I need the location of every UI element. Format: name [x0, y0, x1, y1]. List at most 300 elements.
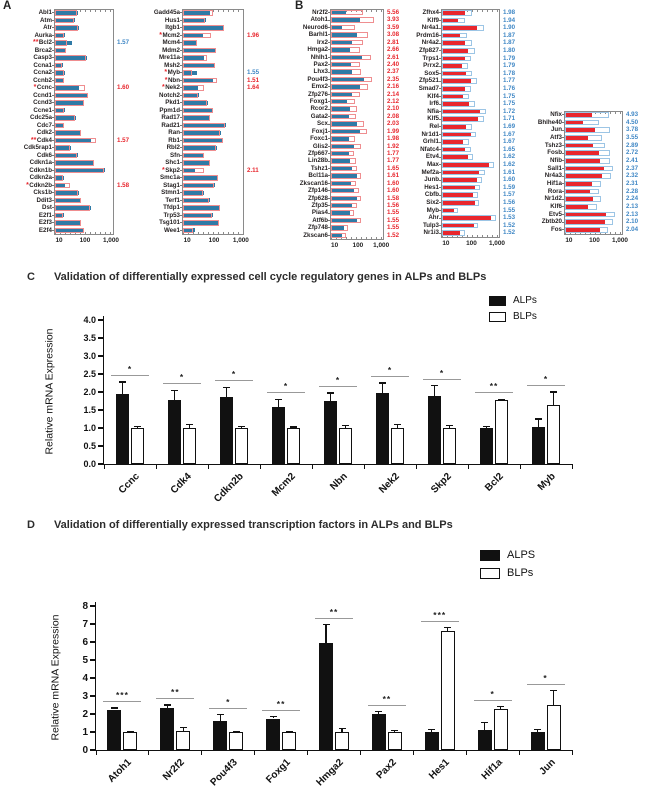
significance-stars: *	[226, 696, 231, 707]
y-axis-tick	[90, 659, 96, 660]
fold-change-value: 2.28	[626, 187, 639, 195]
gene-name: Ahr	[428, 214, 439, 222]
legend-swatch-alps	[480, 550, 500, 561]
fold-change-value: 1.75	[503, 100, 516, 108]
y-axis-title: Relative mRNA Expression	[43, 328, 56, 455]
gene-name: Zfhx4	[422, 9, 439, 16]
fold-change-value: 3.93	[387, 16, 400, 24]
fold-change-value: 1.55	[247, 69, 260, 76]
gene-name: Nr4a1	[421, 24, 439, 32]
fold-change-value: 2.12	[387, 98, 400, 106]
gene-name: Brca2	[34, 46, 52, 54]
error-bar-cap	[127, 731, 134, 732]
gene-name: Cdc7	[36, 121, 52, 129]
gene-name: Atf3	[549, 134, 562, 141]
significance-stars: **	[171, 687, 180, 697]
fold-change-value: 1.58	[387, 194, 400, 202]
gene-name: Pax2	[313, 60, 328, 68]
error-bar-cap	[375, 711, 382, 712]
significance-line	[209, 708, 247, 709]
x-axis-tick	[360, 751, 361, 755]
alp-bar	[425, 732, 439, 750]
significance-stars: *	[387, 365, 393, 375]
fold-change-value: 1.76	[503, 85, 516, 92]
gene-name: Cdkn1b	[29, 166, 52, 174]
fold-change-value: 2.08	[387, 112, 400, 120]
panel-c-letter: C	[27, 271, 35, 283]
category-label: Jun	[536, 757, 558, 778]
fold-change-value: 2.61	[387, 53, 400, 61]
y-axis-tick	[90, 695, 96, 696]
category-label: Nek2	[377, 471, 402, 496]
legend-label: BLPs	[513, 311, 537, 322]
gene-name: Ddit3	[36, 196, 52, 204]
significance-stars: **	[382, 693, 392, 704]
fold-change-value: 1.57	[117, 136, 130, 144]
category-label: Nbn	[328, 471, 350, 493]
gene-name: Cbfb	[424, 191, 439, 199]
fold-change-value: 1.62	[503, 161, 516, 168]
gene-name: Atf6b	[312, 216, 328, 224]
gene-name: Ccne1	[33, 106, 52, 114]
fold-change-value: 1.60	[503, 176, 516, 184]
legend-swatch-blps	[480, 568, 500, 579]
significance-stars: *	[335, 375, 341, 386]
blp-bar	[282, 732, 296, 750]
category-label: Myb	[535, 471, 558, 493]
fold-change-value: 4.50	[626, 118, 639, 126]
y-axis-tick-label: 7	[82, 618, 88, 630]
error-bar-cap	[481, 722, 488, 723]
gene-name: E2f1	[38, 211, 52, 219]
fold-change-value: 1.78	[503, 69, 516, 77]
panel-a-label: A	[3, 0, 12, 12]
category-label: Atoh1	[106, 757, 135, 785]
gene-name: Nfix	[550, 111, 562, 118]
fold-change-value: 1.98	[387, 135, 400, 143]
fold-change-value: 1.55	[387, 216, 400, 224]
fold-change-value: 2.81	[387, 38, 400, 46]
gene-name: Bhlhe40	[537, 118, 562, 126]
gene-name: Zfp748	[308, 224, 328, 232]
gene-name: Bcl11a	[308, 172, 328, 180]
fold-change-value: 2.24	[626, 195, 639, 203]
gene-name: Zfp628	[308, 194, 328, 202]
y-axis-tick-label: 4	[82, 672, 88, 684]
gene-name: Nr1d2	[544, 195, 562, 203]
fold-change-value: 1.62	[503, 153, 516, 161]
x-axis-tick-label: 100	[208, 237, 220, 244]
gene-name: Shc1	[165, 159, 180, 166]
gene-name: Prdm16	[416, 31, 439, 39]
gene-name: Cdk4	[36, 136, 52, 144]
gene-name: Prrx2	[423, 62, 439, 70]
gene-name: Fosb	[547, 149, 562, 157]
category-label: Skp2	[429, 471, 454, 496]
fold-change-value: 1.51	[247, 76, 260, 84]
gene-name: Cks1b	[33, 189, 52, 196]
gene-name: Rb1	[168, 136, 180, 144]
error-bar-cap	[111, 707, 118, 708]
gene-name: Wee1	[163, 226, 180, 234]
gene-name: Abl1	[38, 9, 52, 16]
fold-change-value: 2.11	[247, 166, 259, 174]
gene-name: Cdkn2a	[29, 174, 52, 181]
y-axis-tick-label: 0	[82, 744, 88, 756]
y-axis-tick-label: 3	[82, 690, 88, 702]
gene-name: Msh2	[164, 61, 180, 69]
gene-name: Itgb1	[165, 24, 180, 31]
y-axis-tick-label: 1.5	[83, 404, 96, 415]
fold-change-value: 1.67	[503, 130, 516, 138]
gene-name: Casp3	[33, 54, 52, 61]
fold-change-value: 1.90	[503, 24, 516, 32]
gene-name: Foxc1	[310, 135, 328, 143]
gene-name: Tulp3	[422, 221, 439, 229]
legend-label: ALPS	[507, 549, 536, 561]
gene-name: Gata2	[310, 112, 328, 120]
gene-name: Trps1	[422, 54, 439, 62]
x-axis-line	[95, 750, 573, 751]
significance-stars: **	[276, 698, 286, 709]
gene-name: Nr2f2	[312, 9, 328, 16]
error-bar-cap	[339, 728, 346, 729]
gene-name: Klf4	[427, 92, 439, 100]
panel-c-title-text: Validation of differentially expressed cell cycle regulatory genes in ALPs and BLPs	[53, 271, 487, 283]
error-bar-line	[484, 722, 485, 730]
x-axis-tick-label: 10	[565, 237, 573, 244]
y-axis-tick-label: 6	[82, 636, 88, 648]
gene-name: Barhl1	[308, 31, 328, 39]
gene-name: Etv4	[425, 153, 439, 161]
fold-change-value: 1.65	[387, 164, 400, 172]
significance-star: *	[26, 181, 29, 189]
gene-name: Ran	[168, 129, 180, 136]
significance-line	[262, 710, 300, 711]
gene-name: Rad17	[161, 114, 180, 121]
category-label: Nr2f2	[161, 757, 188, 783]
x-axis-tick-label: 1,000	[488, 240, 505, 247]
y-axis-tick-label: 1	[82, 726, 88, 738]
gene-name: Mef2a	[421, 168, 439, 176]
x-axis-tick-label: 10	[183, 237, 191, 244]
gene-name: Nbn	[167, 76, 180, 84]
gene-name: Cdk5rap1	[23, 144, 52, 151]
significance-stars: ***	[433, 609, 447, 620]
category-label: Ccnc	[116, 471, 142, 497]
fold-change-value: 1.79	[503, 62, 516, 70]
fold-change-value: 1.92	[387, 142, 400, 150]
gene-name: Cdk6	[36, 151, 52, 159]
error-bar-line	[553, 691, 554, 705]
significance-star: *	[161, 84, 165, 91]
alp-bar	[319, 643, 333, 750]
x-axis-tick-label: 100	[79, 237, 91, 244]
fold-change-value: 5.56	[387, 9, 400, 16]
error-bar-cap	[164, 704, 171, 705]
gene-name: Ppm1d	[159, 106, 180, 114]
gene-name: Hmga2	[307, 46, 328, 54]
significance-star: **	[32, 39, 39, 46]
significance-line	[421, 621, 459, 622]
gene-name: Myb	[167, 69, 180, 76]
y-axis-tick	[90, 677, 96, 678]
fold-change-value: 2.04	[626, 226, 639, 234]
y-axis-tick-label: 2	[82, 708, 88, 720]
fold-change-value: 1.96	[247, 31, 260, 39]
gene-name: Pias4	[311, 209, 328, 217]
gene-name: Ccna2	[33, 69, 52, 76]
error-bar-cap	[534, 729, 541, 730]
y-axis-tick-label: 0.0	[83, 458, 96, 469]
fold-change-value: 1.75	[503, 92, 516, 100]
fold-change-value: 2.72	[626, 149, 639, 157]
fold-change-value: 1.60	[387, 179, 400, 187]
significance-stars: *	[490, 688, 495, 699]
gene-name: Hus1	[164, 16, 180, 24]
gene-name: Sall1	[547, 164, 562, 172]
fold-change-value: 1.71	[503, 115, 516, 123]
gene-name: Max	[426, 161, 439, 168]
category-label: Pou4f3	[208, 757, 240, 789]
gene-name: Lin28b	[308, 157, 328, 165]
fold-change-value: 1.55	[387, 224, 400, 232]
fold-change-value: 1.52	[503, 221, 516, 229]
fold-change-value: 2.40	[387, 60, 400, 68]
gene-name: Lhx3	[313, 68, 328, 76]
y-axis-tick-label: 1.0	[83, 422, 96, 433]
error-bar-cap	[444, 627, 451, 628]
significance-line	[156, 698, 194, 699]
gene-name: Tshz3	[544, 141, 562, 149]
fold-change-value: 2.66	[387, 46, 400, 54]
gene-name: Zkscan16	[299, 179, 328, 187]
gene-name: Bcl2	[38, 39, 52, 46]
x-axis-tick	[572, 751, 573, 755]
gene-name: Atm	[39, 16, 52, 24]
gene-name: E2f4	[38, 226, 52, 234]
fold-change-value: 1.60	[117, 84, 130, 91]
category-label: Pax2	[374, 757, 399, 782]
gene-name: Sfn	[170, 151, 180, 159]
y-axis-tick	[90, 605, 96, 606]
gene-name: Zbtb20	[541, 218, 562, 226]
fold-change-value: 2.14	[387, 90, 400, 98]
gene-name: Klf9	[427, 16, 439, 24]
fold-change-value: 1.69	[503, 123, 516, 130]
gene-name: Ccnc	[36, 84, 52, 91]
significance-line	[474, 700, 512, 701]
gene-name: Ccnd1	[33, 91, 52, 99]
significance-stars: ***	[115, 690, 129, 701]
gene-name: Tfdp1	[163, 204, 180, 211]
significance-stars: **	[489, 381, 499, 392]
category-label: Foxg1	[264, 757, 293, 786]
error-bar-cap	[323, 624, 330, 625]
fold-change-value: 1.58	[117, 181, 130, 189]
significance-star: *	[33, 84, 37, 91]
gene-name: Nr4a3	[544, 172, 562, 180]
x-axis-tick	[148, 751, 149, 755]
y-axis-tick-label: 4.0	[83, 314, 96, 325]
gene-name: Zfp521	[419, 77, 439, 85]
significance-line	[315, 618, 353, 619]
fold-change-value: 2.13	[626, 210, 639, 218]
category-label: Hif1a	[479, 757, 505, 783]
gene-name: Foxj1	[311, 127, 328, 135]
legend-label: ALPs	[513, 295, 537, 306]
fold-change-value: 2.37	[626, 164, 639, 172]
gene-name: Nek2	[165, 84, 180, 91]
gene-name: Stag1	[163, 181, 180, 189]
fold-change-value: 1.55	[387, 209, 400, 217]
fold-change-value: 1.67	[503, 138, 516, 146]
gene-name: Cdkn1a	[29, 159, 52, 166]
fold-change-value: 1.56	[387, 201, 400, 209]
alp-bar	[107, 710, 121, 751]
x-axis-tick-label: 10	[331, 242, 339, 249]
gene-name: Trp53	[163, 211, 180, 219]
gene-name: E2f3	[38, 219, 52, 226]
gene-name: Mcm4	[162, 39, 180, 46]
gene-name: Scx	[316, 120, 328, 128]
error-bar-cap	[270, 716, 277, 717]
alp-bar	[478, 730, 492, 750]
gene-name: Cdkn2b	[29, 181, 52, 189]
fold-change-value: 3.08	[387, 31, 400, 39]
error-bar-cap	[286, 731, 293, 732]
gene-name: Mre11a	[159, 54, 180, 61]
error-bar-cap	[497, 706, 504, 707]
gene-name: Rel	[429, 123, 439, 130]
significance-stars: *	[179, 372, 185, 383]
gene-name: Jun	[550, 126, 562, 134]
gene-name: Irf6	[429, 100, 439, 108]
blp-bar	[176, 731, 190, 750]
fold-change-value: 2.13	[626, 203, 639, 211]
blp-bar	[494, 709, 508, 750]
fold-change-value: 1.80	[503, 47, 516, 54]
gene-name: Rcor2	[310, 105, 328, 113]
error-bar-cap	[217, 714, 224, 715]
fold-change-value: 1.52	[503, 229, 516, 237]
error-bar-cap	[550, 690, 557, 691]
x-axis-tick-label: 100	[352, 242, 364, 249]
panel-b-label: B	[295, 0, 304, 12]
blp-bar	[441, 631, 455, 750]
category-label: Bcl2	[483, 471, 506, 494]
significance-line	[527, 684, 565, 685]
fold-change-value: 1.60	[387, 187, 400, 195]
gene-name: Nr4a2	[421, 39, 439, 47]
fold-change-value: 1.52	[387, 231, 400, 239]
x-axis-tick-label: 100	[589, 237, 600, 244]
fold-change-value: 2.41	[626, 157, 639, 165]
x-axis-tick-label: 1,000	[611, 237, 628, 244]
category-label: Mcm2	[269, 471, 298, 499]
fold-change-value: 3.78	[626, 126, 639, 134]
gene-name: Foxg1	[309, 98, 328, 106]
fold-change-value: 1.87	[503, 39, 516, 47]
significance-star: *	[159, 31, 162, 39]
gene-name: Stmn1	[161, 189, 180, 196]
gene-name: Rbl2	[166, 144, 180, 151]
significance-stars: *	[127, 363, 133, 374]
significance-star: *	[161, 166, 165, 174]
gene-name: Cdc25a	[29, 114, 52, 121]
fold-change-value: 2.16	[387, 83, 400, 91]
fold-change-value: 1.61	[387, 172, 400, 180]
alp-bar	[372, 714, 386, 750]
x-axis-tick-label: 10	[442, 240, 450, 247]
y-axis-tick-label: 0.5	[83, 440, 96, 451]
fold-change-value: 1.79	[503, 54, 516, 62]
significance-stars: *	[543, 672, 548, 683]
fold-change-value: 1.61	[503, 168, 516, 176]
blp-bar	[123, 732, 137, 750]
error-bar-cap	[391, 730, 398, 731]
gene-name: Zfp146	[308, 187, 328, 195]
gene-name: Hes1	[424, 183, 439, 191]
error-bar-line	[220, 715, 221, 721]
gene-name: Notch2	[159, 91, 180, 99]
fold-change-value: 2.37	[387, 68, 400, 76]
error-bar-cap	[180, 727, 187, 728]
alp-bar	[213, 721, 227, 750]
y-axis-tick	[90, 623, 96, 624]
significance-line	[103, 701, 141, 702]
gene-name: Zfp35	[311, 201, 328, 209]
gene-name: Tsg101	[159, 219, 180, 226]
fold-change-value: 1.77	[387, 149, 400, 157]
y-axis-tick-label: 2.0	[83, 386, 96, 397]
gene-name: Smad7	[418, 85, 439, 92]
gene-name: Klf5	[427, 115, 439, 123]
gene-name: Rad21	[161, 121, 180, 129]
blp-bar	[335, 732, 349, 750]
gene-name: Mcm2	[162, 31, 180, 39]
alp-bar	[266, 719, 280, 751]
category-label: Cdkn2b	[212, 471, 246, 505]
significance-star: *	[164, 76, 168, 84]
gene-name: Skp2	[165, 166, 180, 174]
x-axis-tick-label: 10	[55, 237, 63, 244]
y-axis-title: Relative mRNA Expression	[49, 614, 62, 741]
significance-star: **	[30, 136, 37, 144]
gene-name: Nfia	[427, 107, 439, 115]
gene-name: Atoh1	[310, 16, 328, 24]
significance-stars: **	[329, 606, 339, 617]
fold-change-value: 1.59	[503, 183, 516, 191]
gene-name: Nhlh1	[310, 53, 328, 61]
significance-stars: *	[231, 369, 237, 380]
gene-name: Ccnb2	[33, 76, 52, 84]
gene-name: Grhl1	[422, 138, 439, 146]
gene-name: Pou4f3	[307, 75, 328, 83]
fold-change-value: 4.93	[626, 111, 639, 118]
fold-change-value: 2.03	[387, 120, 400, 128]
gene-name: Irx2	[316, 38, 328, 46]
gene-name: Gadd45a	[153, 9, 180, 16]
gene-name: Six2	[426, 199, 439, 206]
gene-name: Zkscan6	[303, 231, 328, 239]
x-axis-tick	[466, 751, 467, 755]
y-axis-tick-label: 5	[82, 654, 88, 666]
gene-name: Nr1d1	[421, 130, 439, 138]
y-axis-tick-label: 3.0	[83, 350, 96, 361]
gene-name: Neurod6	[302, 23, 328, 31]
gene-name: Junb	[424, 176, 439, 184]
